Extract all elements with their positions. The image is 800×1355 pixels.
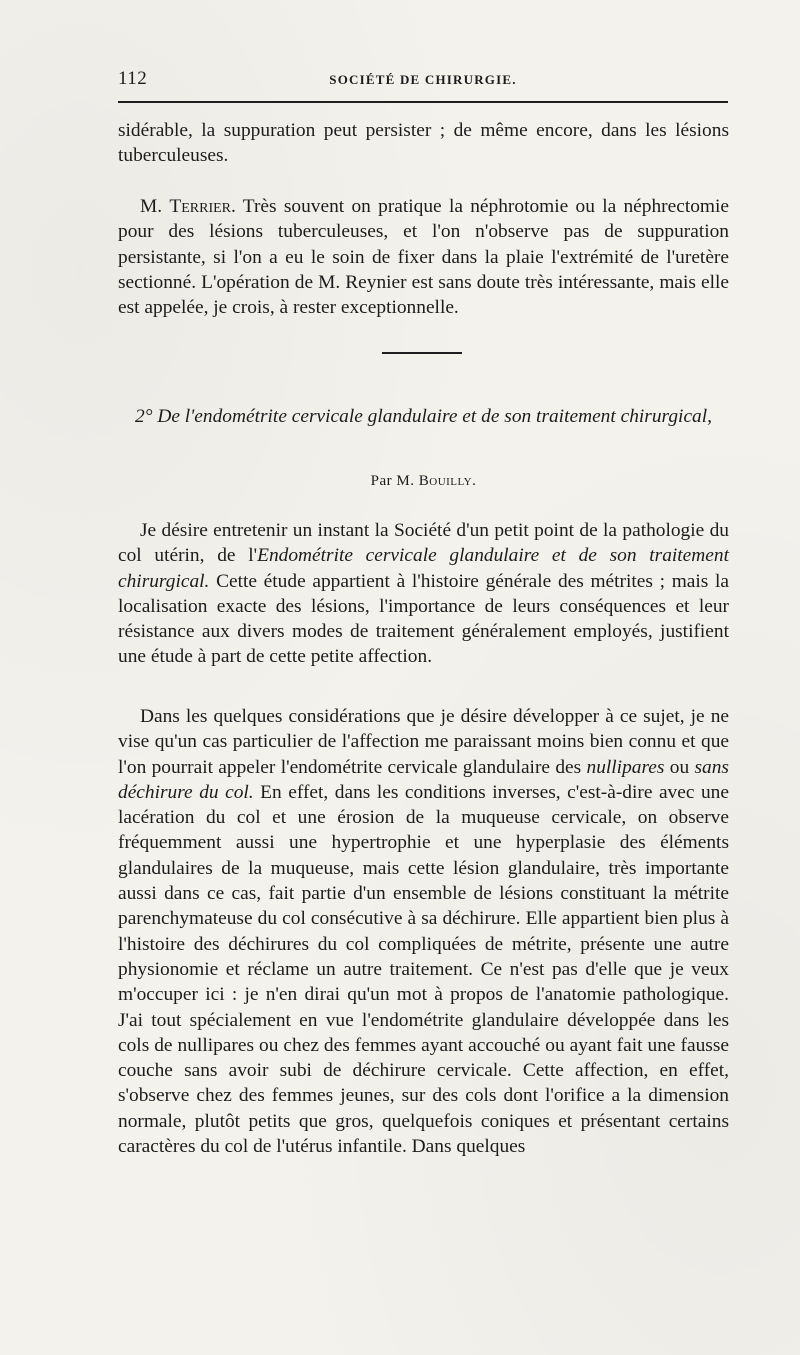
paragraph-considerations <box>118 704 729 1159</box>
section-title: 2° De l'endométrite cervicale glandulaire et de son traitement chirurgical, <box>135 406 712 427</box>
page-number: 112 <box>118 68 148 89</box>
speaker-prefix: M. <box>140 196 170 217</box>
paragraph-text: Très souvent on pratique la néphrotomie ou la néphrectomie pour des lésions tuberculeuses, et l'on n'observe pas de suppuration persistante, si l'on a eu le soin de fixer dans la plaie l'extrémité de l'uretère sectionné. L'opération de M. Reynier est sans doute très intéressante, mais elle est appelée, je crois, à rester exceptionnelle. <box>118 196 729 319</box>
section-divider <box>382 352 462 354</box>
considerations-italic-1: nullipares <box>586 756 665 778</box>
section-author <box>118 473 729 490</box>
author-name: Bouilly <box>418 473 473 489</box>
author-suffix: . <box>472 473 477 489</box>
intro-text-1: Je désire entretenir un instant la Société d'un petit point de la pathologie du col utérin, de l' <box>118 520 729 567</box>
paragraph-terrier <box>118 194 729 320</box>
speaker-name: Terrier <box>169 196 231 217</box>
running-head: SOCIÉTÉ DE CHIRURGIE. <box>329 72 517 87</box>
page-header <box>118 68 728 92</box>
considerations-italic-2: sans déchirure du col. <box>118 756 729 803</box>
considerations-text-2: ou <box>664 756 695 778</box>
author-prefix: Par M. <box>370 473 419 489</box>
considerations-text-3: En effet, dans les conditions inverses, c'est-à-dire avec une lacération du col et une érosion de la muqueuse cervicale, on observe fréquemment aussi une hypertrophie et une hyperplasie des éléments glandulaires de la muqueuse, mais cette lésion glandulaire, très importante aussi dans ce cas, fait partie d'un ensemble de lésions constituant la métrite parenchymateuse du col consécutive à sa déchirure. Elle appartient bien plus à l'histoire des déchirures du col compliquées de métrite, présente une autre physionomie et réclame un autre traitement. Ce n'est pas d'elle que je veux m'occuper ici : je n'en dirai qu'un mot à propos de l'anatomie pathologique. J'ai tout spécialement en vue l'endométrite glandulaire développée dans les cols de nullipares ou chez des femmes ayant accouché ou ayant fait une fausse couche sans avoir subi de déchirure cervicale. Cette affection, en effet, s'observe chez des femmes jeunes, sur des cols dont l'orifice a la dimension normale, plutôt petits que gros, quelquefois coniques et présentant certains caractères du col de l'utérus infantile. Dans quelques <box>118 781 729 1158</box>
paragraph-intro <box>118 518 729 670</box>
speaker-suffix: . <box>231 196 236 217</box>
header-rule <box>118 101 728 103</box>
intro-text-2: Cette étude appartient à l'histoire générale des métrites ; mais la localisation exacte des lésions, l'importance de leurs conséquences et leur résistance aux divers modes de traitement généralement employés, justifient une étude à part de cette petite affection. <box>118 570 729 668</box>
paragraph-continuation: sidérable, la suppuration peut persister ; de même encore, dans les lésions tuberculeuses. <box>118 120 729 167</box>
intro-italic-title: Endométrite cervicale glandulaire et de son traitement chirurgical. <box>118 545 729 592</box>
considerations-text-1: Dans les quelques considérations que je désire développer à ce sujet, je ne vise qu'un cas particulier de l'affection me paraissant moins bien connu et que l'on pourrait appeler l'endométrite cervicale glandulaire des <box>118 706 729 778</box>
